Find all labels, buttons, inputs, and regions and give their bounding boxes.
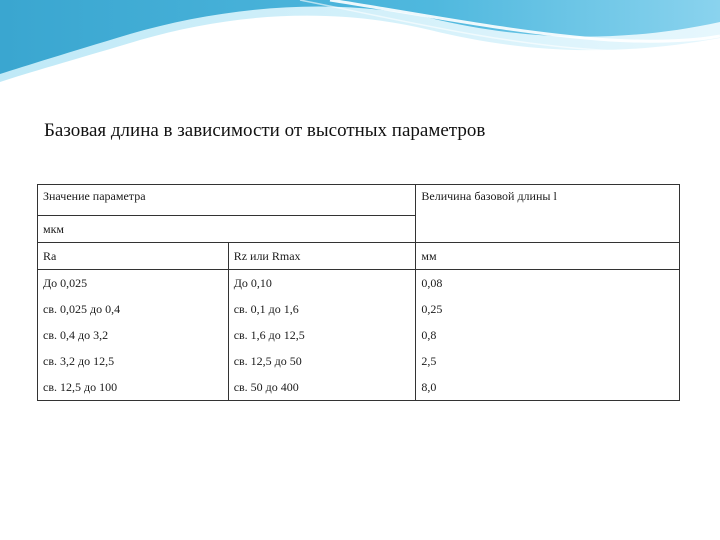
ra-cell: св. 0,025 до 0,4 [38,296,229,322]
column-rz-header: Rz или Rmax [228,243,416,270]
length-cell: 8,0 [416,374,680,401]
column-mm-header: мм [416,243,680,270]
table-row [38,296,680,322]
rz-cell: св. 1,6 до 12,5 [228,322,416,348]
length-cell: 2,5 [416,348,680,374]
ra-cell: До 0,025 [38,270,229,297]
ra-cell: св. 3,2 до 12,5 [38,348,229,374]
column-ra-header: Ra [38,243,229,270]
table-row [38,348,680,374]
rz-cell: св. 0,1 до 1,6 [228,296,416,322]
table-row [38,270,680,297]
header-base-length: Величина базовой длины l [416,185,680,243]
rz-cell: св. 50 до 400 [228,374,416,401]
length-cell: 0,8 [416,322,680,348]
ra-cell: св. 0,4 до 3,2 [38,322,229,348]
unit-um-cell: мкм [38,216,416,243]
length-cell: 0,25 [416,296,680,322]
rz-cell: До 0,10 [228,270,416,297]
slide-title: Базовая длина в зависимости от высотных параметров [44,120,486,141]
base-length-table [37,184,680,401]
table-row [38,374,680,401]
ra-cell: св. 12,5 до 100 [38,374,229,401]
table-row [38,322,680,348]
header-wave-decoration [0,0,720,90]
length-cell: 0,08 [416,270,680,297]
header-parameter-value: Значение параметра [38,185,416,216]
rz-cell: св. 12,5 до 50 [228,348,416,374]
